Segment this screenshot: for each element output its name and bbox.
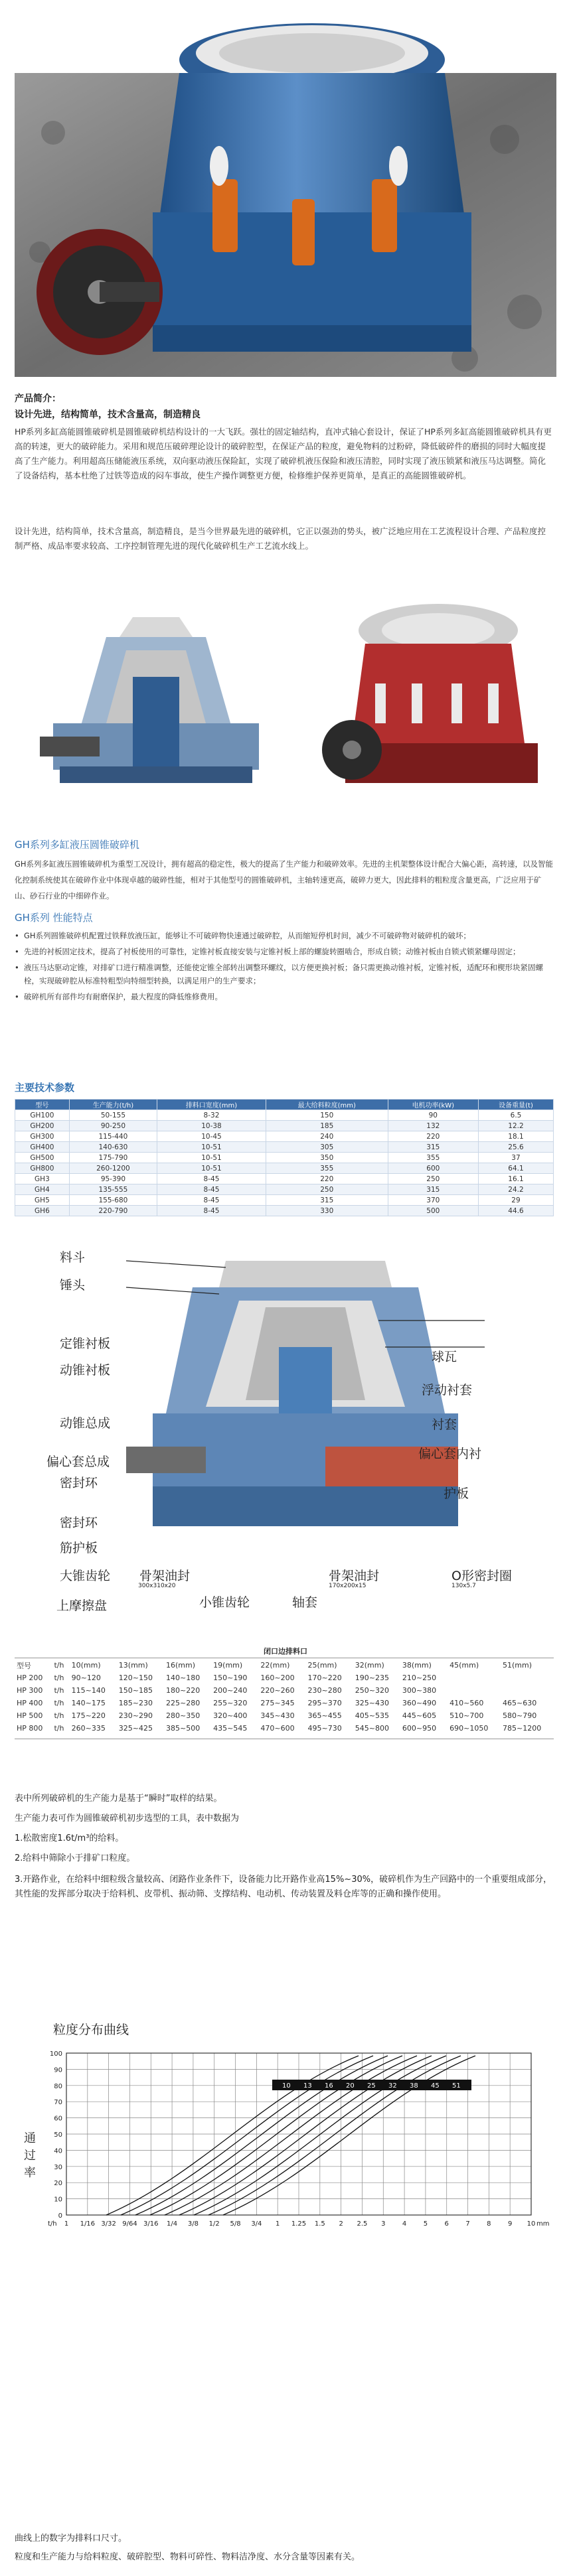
diagram-label: 动锥衬板 bbox=[60, 1363, 111, 1378]
closed-cell: 170~220 bbox=[307, 1674, 342, 1682]
closed-cell: 185~230 bbox=[118, 1699, 153, 1707]
closed-cell: 690~1050 bbox=[449, 1724, 489, 1733]
spec-cell: 260-1200 bbox=[69, 1163, 157, 1174]
curve-xtick: 3/32 bbox=[101, 2220, 116, 2228]
diagram-label: 锤头 bbox=[60, 1278, 86, 1293]
spec-cell: 250 bbox=[266, 1184, 388, 1195]
diagram-label: 偏心套内衬 bbox=[418, 1447, 482, 1461]
spec-cell: 90-250 bbox=[69, 1121, 157, 1131]
spec-cell: 90 bbox=[388, 1110, 478, 1121]
closed-cell: 325~430 bbox=[355, 1699, 389, 1707]
closed-cell: t/h bbox=[54, 1699, 64, 1707]
closed-cell: 410~560 bbox=[449, 1699, 484, 1707]
crusher-section-photo bbox=[33, 597, 279, 810]
diagram-label: O形密封圈 bbox=[451, 1569, 512, 1583]
spec-cell: 315 bbox=[266, 1195, 388, 1206]
spec-cell: 132 bbox=[388, 1121, 478, 1131]
spec-header-cell: 电机功率(kW) bbox=[388, 1100, 478, 1110]
diagram-note-3: 130x5.7 bbox=[451, 1583, 476, 1589]
gh-features-list bbox=[15, 929, 554, 1006]
closed-cell: HP 500 bbox=[17, 1711, 43, 1720]
spec-cell: 115-440 bbox=[69, 1131, 157, 1142]
closed-header-cell: 13(mm) bbox=[118, 1661, 148, 1670]
gh-feature-item: • GH系列圆锥破碎机配置过铁释放液压缸，能够让不可破碎物快速通过破碎腔，从而缩短停机时间，减少不可破碎物对破碎机的破坏； bbox=[15, 929, 554, 942]
spec-cell: 8-45 bbox=[157, 1174, 266, 1184]
curve-xtick: 1 bbox=[64, 2220, 69, 2228]
spec-row bbox=[15, 1206, 554, 1216]
spec-cell: 50-155 bbox=[69, 1110, 157, 1121]
spec-cell: 44.6 bbox=[478, 1206, 553, 1216]
intro-paragraph-1: HP系列多缸高能圆锥破碎机是圆锥破碎机结构设计的一大飞跃。强壮的固定轴结构，直冲式轴心套设计，保证了HP系列多缸高能圆锥破碎机具有更高的转速，更大的破碎能力。采用和规范压破碎理论设计的破碎腔型，在保证产品的粒度，避免物料的过粉碎，降低破碎件的磨损的同时大幅度提高了生产能力。利用超高压储能液压系统，双向驱动液压保险缸，实现了破碎机液压保险和液压清腔，同时实现了液压锁紧和液压马达调整。简化了设备结构，基本杜绝了过铁等造成的闷车事故，使生产操作调整更方便，检修维护保养更简单，是真正的高能圆锥破碎机。 bbox=[15, 427, 552, 480]
closed-cell: 140~175 bbox=[71, 1699, 106, 1707]
closed-cell: t/h bbox=[54, 1711, 64, 1720]
closed-cell bbox=[501, 1684, 554, 1697]
curve-ytick: 40 bbox=[54, 2147, 62, 2155]
curve-ytick: 0 bbox=[58, 2212, 62, 2220]
spec-cell: 16.1 bbox=[478, 1174, 553, 1184]
spec-cell: 330 bbox=[266, 1206, 388, 1216]
closed-cell: 385~500 bbox=[165, 1724, 201, 1733]
curve-xtick: 1.25 bbox=[291, 2220, 307, 2228]
curve-band-label: 10 bbox=[282, 2082, 291, 2090]
diagram-label: 骨架油封 bbox=[329, 1569, 380, 1583]
closed-cell: 345~430 bbox=[260, 1711, 295, 1720]
closed-cell: 300~380 bbox=[402, 1686, 437, 1695]
curve-ytick: 60 bbox=[54, 2115, 62, 2123]
closed-cell: 160~200 bbox=[260, 1674, 295, 1682]
closed-cell: 495~730 bbox=[307, 1724, 342, 1733]
diagram-label: 大锥齿轮 bbox=[60, 1569, 111, 1583]
curve-xtick: 1/4 bbox=[167, 2220, 178, 2228]
closed-header-cell: t/h bbox=[54, 1661, 64, 1670]
diagram-label: 定锥衬板 bbox=[60, 1336, 111, 1351]
curve-xtick: 10 bbox=[527, 2220, 536, 2228]
gh-feature-item: • 先进的衬板固定技术，提高了衬板使用的可靠性，定锥衬板直接安装与定锥衬板上部的螺旋转圈啮合，形成自锁；动锥衬板由自锁式锁紧螺母固定； bbox=[15, 945, 554, 958]
note-line: 表中所列破碎机的生产能力是基于“瞬时”取样的结果。 bbox=[15, 1794, 222, 1804]
closed-row bbox=[15, 1722, 554, 1735]
closed-cell: 435~545 bbox=[213, 1724, 248, 1733]
closed-cell: 150~190 bbox=[213, 1674, 248, 1682]
closed-cell: 120~150 bbox=[118, 1674, 153, 1682]
gh-paragraph: GH系列多缸液压圆锥破碎机为重型工况设计，拥有超高的稳定性，极大的提高了生产能力和破碎效率。先进的主机架整体设计配合大偏心距，高转速，以及智能化控制系统使其在破碎作业中体现卓越的破碎性能，相对于其他型号的圆锥破碎机，主轴转速更高，破碎力更大，因此排料的粗粒度含量更高，广泛应用于矿山、砂石行业的中细碎作业。 bbox=[15, 859, 554, 900]
spec-header-cell: 排料口宽度(mm) bbox=[157, 1100, 266, 1110]
closed-cell: 470~600 bbox=[260, 1724, 295, 1733]
note-line: 生产能力表可作为圆锥破碎机初步选型的工具，表中数据为 bbox=[15, 1814, 240, 1824]
curve-xtick: 1.5 bbox=[314, 2220, 325, 2228]
closed-cell: 150~185 bbox=[118, 1686, 153, 1695]
curve-ytick: 70 bbox=[54, 2099, 62, 2107]
curve-xtick: 7 bbox=[465, 2220, 470, 2228]
curve-xtick: 5 bbox=[423, 2220, 428, 2228]
spec-cell: 8-45 bbox=[157, 1206, 266, 1216]
closed-cell: 320~400 bbox=[213, 1711, 248, 1720]
closed-cell: 600~950 bbox=[402, 1724, 437, 1733]
spec-cell: GH800 bbox=[15, 1163, 70, 1174]
curve-xtick: 3/4 bbox=[251, 2220, 262, 2228]
curve-xtick: 3/16 bbox=[143, 2220, 159, 2228]
curve-xtick: 2.5 bbox=[357, 2220, 368, 2228]
spec-row bbox=[15, 1110, 554, 1121]
closed-cell: 510~700 bbox=[449, 1711, 484, 1720]
curve-ytick: 30 bbox=[54, 2163, 62, 2171]
curve-ytick: 80 bbox=[54, 2082, 62, 2090]
closed-cell: 365~455 bbox=[307, 1711, 342, 1720]
crusher-color-photo bbox=[312, 584, 551, 816]
diagram-label: 筋护板 bbox=[60, 1541, 98, 1555]
spec-cell: 355 bbox=[266, 1163, 388, 1174]
closed-cell: 405~535 bbox=[355, 1711, 389, 1720]
closed-cell: 275~345 bbox=[260, 1699, 295, 1707]
spec-cell: 185 bbox=[266, 1121, 388, 1131]
closed-cell: 230~280 bbox=[307, 1686, 342, 1695]
spec-cell: GH300 bbox=[15, 1131, 70, 1142]
closed-cell: 225~280 bbox=[165, 1699, 201, 1707]
closed-side-title: 闭口边排料口 bbox=[264, 1647, 307, 1656]
gh-feature-item: • 破碎机所有部件均有耐磨保护，最大程度的降低维修费用。 bbox=[15, 990, 554, 1003]
spec-cell: 175-790 bbox=[69, 1153, 157, 1163]
closed-cell: 175~220 bbox=[71, 1711, 106, 1720]
spec-cell: 600 bbox=[388, 1163, 478, 1174]
spec-cell: GH4 bbox=[15, 1184, 70, 1195]
spec-cell: 8-32 bbox=[157, 1110, 266, 1121]
closed-cell: 260~335 bbox=[71, 1724, 106, 1733]
spec-cell: 10-51 bbox=[157, 1153, 266, 1163]
spec-cell: 95-390 bbox=[69, 1174, 157, 1184]
intro-heading: 产品简介： bbox=[15, 394, 61, 404]
closed-cell: HP 200 bbox=[17, 1674, 43, 1682]
closed-row bbox=[15, 1672, 554, 1684]
diagram-label: 动锥总成 bbox=[60, 1416, 111, 1431]
curve-title: 粒度分布曲线 bbox=[53, 2023, 129, 2037]
curve-ytick: 50 bbox=[54, 2131, 62, 2139]
spec-cell: 220 bbox=[388, 1131, 478, 1142]
closed-cell: t/h bbox=[54, 1686, 64, 1695]
spec-cell: 18.1 bbox=[478, 1131, 553, 1142]
curve-band-label: 45 bbox=[431, 2082, 440, 2090]
curve-xtick: 3 bbox=[381, 2220, 386, 2228]
curve-xtick: 1 bbox=[275, 2220, 280, 2228]
footer-line-2: 粒度和生产能力与给料粒度、破碎腔型、物料可碎性、物料洁净度、水分含量等因素有关。 bbox=[15, 2552, 361, 2562]
curve-band-label: 16 bbox=[325, 2082, 333, 2090]
spec-cell: 315 bbox=[388, 1142, 478, 1153]
closed-cell: 545~800 bbox=[355, 1724, 389, 1733]
spec-cell: GH100 bbox=[15, 1110, 70, 1121]
gh-features-title: GH系列 性能特点 bbox=[15, 912, 93, 924]
closed-header-cell: 25(mm) bbox=[307, 1661, 337, 1670]
spec-header-cell: 型号 bbox=[15, 1100, 70, 1110]
closed-side-table bbox=[15, 1659, 554, 1735]
closed-cell: 140~180 bbox=[165, 1674, 201, 1682]
spec-cell: 370 bbox=[388, 1195, 478, 1206]
spec-cell: 305 bbox=[266, 1142, 388, 1153]
spec-row bbox=[15, 1174, 554, 1184]
closed-cell: 325~425 bbox=[118, 1724, 153, 1733]
curve-ytick: 100 bbox=[49, 2050, 62, 2058]
curve-xtick: 9 bbox=[507, 2220, 513, 2228]
spec-row bbox=[15, 1131, 554, 1142]
spec-cell: 150 bbox=[266, 1110, 388, 1121]
diagram-label: 骨架油封 bbox=[139, 1569, 191, 1583]
curve-ytick: 90 bbox=[54, 2066, 62, 2074]
spec-cell: 10-45 bbox=[157, 1131, 266, 1142]
closed-cell: HP 800 bbox=[17, 1724, 43, 1733]
spec-cell: GH400 bbox=[15, 1142, 70, 1153]
closed-row bbox=[15, 1697, 554, 1709]
diagram-label: 护板 bbox=[444, 1486, 469, 1501]
spec-cell: 64.1 bbox=[478, 1163, 553, 1174]
spec-cell: 37 bbox=[478, 1153, 553, 1163]
grading-curve-chart bbox=[27, 2044, 558, 2243]
spec-cell: 350 bbox=[266, 1153, 388, 1163]
diagram-label: 轴套 bbox=[292, 1595, 318, 1610]
spec-cell: 155-680 bbox=[69, 1195, 157, 1206]
closed-cell: 785~1200 bbox=[503, 1724, 542, 1733]
curve-band-label: 25 bbox=[367, 2082, 376, 2090]
diagram-note-2: 170x200x15 bbox=[329, 1583, 367, 1589]
diagram-note-1: 300x310x20 bbox=[138, 1583, 176, 1589]
curve-band-label: 51 bbox=[452, 2082, 461, 2090]
closed-header-cell: 型号 bbox=[17, 1661, 31, 1670]
closed-cell bbox=[448, 1672, 501, 1684]
curve-xtick: 4 bbox=[402, 2220, 407, 2228]
spec-table bbox=[15, 1099, 554, 1216]
closed-cell: t/h bbox=[54, 1724, 64, 1733]
spec-cell: 29 bbox=[478, 1195, 553, 1206]
spec-cell: 8-45 bbox=[157, 1184, 266, 1195]
curve-xtick: 2 bbox=[339, 2220, 343, 2228]
diagram-label: 密封环 bbox=[60, 1516, 98, 1530]
closed-header-cell: 16(mm) bbox=[165, 1661, 195, 1670]
curve-xtick: 1/16 bbox=[80, 2220, 96, 2228]
closed-cell: 190~235 bbox=[355, 1674, 389, 1682]
curve-ytick: 10 bbox=[54, 2196, 62, 2204]
closed-cell bbox=[501, 1672, 554, 1684]
spec-cell: 12.2 bbox=[478, 1121, 553, 1131]
diagram-label: 小锥齿轮 bbox=[199, 1595, 250, 1610]
spec-cell: 10-51 bbox=[157, 1163, 266, 1174]
spec-cell: 500 bbox=[388, 1206, 478, 1216]
spec-row bbox=[15, 1184, 554, 1195]
curve-xlabel: t/h bbox=[48, 2220, 57, 2228]
closed-header-cell: 22(mm) bbox=[260, 1661, 290, 1670]
curve-ytick: 20 bbox=[54, 2180, 62, 2188]
spec-row bbox=[15, 1195, 554, 1206]
spec-cell: GH3 bbox=[15, 1174, 70, 1184]
spec-row bbox=[15, 1163, 554, 1174]
spec-cell: 315 bbox=[388, 1184, 478, 1195]
closed-row bbox=[15, 1709, 554, 1722]
closed-header-cell: 51(mm) bbox=[503, 1661, 532, 1670]
note-line: 2.给料中筛除小于排矿口粒度。 bbox=[15, 1853, 135, 1863]
closed-cell: 210~250 bbox=[402, 1674, 437, 1682]
closed-cell: 230~290 bbox=[118, 1711, 153, 1720]
curve-band-label: 32 bbox=[388, 2082, 397, 2090]
spec-cell: 220-790 bbox=[69, 1206, 157, 1216]
closed-cell: 180~220 bbox=[165, 1686, 201, 1695]
spec-cell: 355 bbox=[388, 1153, 478, 1163]
closed-cell: 445~605 bbox=[402, 1711, 437, 1720]
footer-line-1: 曲线上的数字为排料口尺寸。 bbox=[15, 2534, 127, 2543]
spec-cell: 240 bbox=[266, 1131, 388, 1142]
diagram-label: 衬套 bbox=[432, 1417, 457, 1432]
intro-tagline: 设计先进，结构简单，技术含量高，制造精良 bbox=[15, 409, 201, 420]
spec-cell: GH500 bbox=[15, 1153, 70, 1163]
curve-band-label: 38 bbox=[410, 2082, 418, 2090]
spec-header-cell: 设备重量(t) bbox=[478, 1100, 553, 1110]
curve-ylabel: 通过率 bbox=[24, 2131, 36, 2180]
gh-title: GH系列多缸液压圆锥破碎机 bbox=[15, 839, 139, 851]
closed-cell: 90~120 bbox=[71, 1674, 101, 1682]
spec-cell: 10-38 bbox=[157, 1121, 266, 1131]
closed-cell: 115~140 bbox=[71, 1686, 106, 1695]
gh-feature-item: • 液压马达驱动定锥，对排矿口进行精准调整，还能使定锥全部转出调整环螺纹，以方便更换衬板；备只需更换动锥衬板，定锥衬板，适配环和楔形块紧固螺栓，实现破碎腔从标准特粗型向特细型转换，以满足用户的生产要求； bbox=[15, 961, 554, 987]
diagram-label: 球瓦 bbox=[432, 1350, 457, 1364]
cutaway-diagram bbox=[126, 1248, 485, 1559]
spec-cell: 10-51 bbox=[157, 1142, 266, 1153]
closed-cell bbox=[448, 1684, 501, 1697]
curve-xtick: 5/8 bbox=[230, 2220, 241, 2228]
closed-header-cell: 32(mm) bbox=[355, 1661, 384, 1670]
curve-xtick: 6 bbox=[444, 2220, 449, 2228]
closed-cell: 295~370 bbox=[307, 1699, 342, 1707]
spec-header-cell: 最大给料粒度(mm) bbox=[266, 1100, 388, 1110]
diagram-label: 料斗 bbox=[60, 1250, 86, 1265]
curve-band-label: 20 bbox=[346, 2082, 355, 2090]
closed-cell: 255~320 bbox=[213, 1699, 248, 1707]
hero-photo bbox=[0, 0, 571, 377]
curve-xtick: 9/64 bbox=[122, 2220, 137, 2228]
curve-xtick: 1/2 bbox=[208, 2220, 220, 2228]
closed-cell: 360~490 bbox=[402, 1699, 437, 1707]
note-line: 1.松散密度1.6t/m³的给料。 bbox=[15, 1833, 124, 1843]
diagram-label: 密封环 bbox=[60, 1476, 98, 1490]
closed-header-cell: 19(mm) bbox=[213, 1661, 243, 1670]
spec-cell: 24.2 bbox=[478, 1184, 553, 1195]
closed-cell: 220~260 bbox=[260, 1686, 295, 1695]
spec-header-cell: 生产能力(t/h) bbox=[69, 1100, 157, 1110]
spec-cell: 8-45 bbox=[157, 1195, 266, 1206]
spec-cell: 220 bbox=[266, 1174, 388, 1184]
curve-band-label: 13 bbox=[303, 2082, 312, 2090]
spec-cell: 135-555 bbox=[69, 1184, 157, 1195]
curve-xtick: 8 bbox=[487, 2220, 491, 2228]
closed-header-cell: 38(mm) bbox=[402, 1661, 432, 1670]
diagram-label: 偏心套总成 bbox=[46, 1455, 110, 1469]
closed-cell: 465~630 bbox=[503, 1699, 537, 1707]
closed-cell: HP 400 bbox=[17, 1699, 43, 1707]
spec-cell: 250 bbox=[388, 1174, 478, 1184]
curve-xtick: 3/8 bbox=[187, 2220, 199, 2228]
spec-cell: 25.6 bbox=[478, 1142, 553, 1153]
closed-header-cell: 45(mm) bbox=[449, 1661, 479, 1670]
spec-cell: GH6 bbox=[15, 1206, 70, 1216]
closed-header-cell: 10(mm) bbox=[71, 1661, 101, 1670]
closed-cell: HP 300 bbox=[17, 1686, 43, 1695]
spec-row bbox=[15, 1153, 554, 1163]
spec-cell: GH200 bbox=[15, 1121, 70, 1131]
spec-cell: 140-630 bbox=[69, 1142, 157, 1153]
closed-cell: 250~320 bbox=[355, 1686, 389, 1695]
diagram-label: 浮动衬套 bbox=[422, 1383, 473, 1397]
spec-title: 主要技术参数 bbox=[15, 1082, 75, 1094]
closed-cell: 200~240 bbox=[213, 1686, 248, 1695]
closed-cell: t/h bbox=[54, 1674, 64, 1682]
closed-cell: 280~350 bbox=[165, 1711, 201, 1720]
intro-paragraph-2: 设计先进，结构简单，技术含量高，制造精良，是当今世界最先进的破碎机，它正以强劲的势头，被广泛地应用在工艺流程设计合理、产品粒度控制严格、成品率要求较高、工序控制管理先进的现代化破碎机生产工艺流水线上。 bbox=[15, 526, 546, 551]
note-line: 3.开路作业，在给料中细粒级含量较高、闭路作业条件下，设备能力比开路作业高15%~30%，破碎机作为生产回路中的一个重要组成部分，其性能的发挥部分取决于给料机、皮带机、振动筛、支撑结构、电动机、传动装置及料仓库等的正确和操作使用。 bbox=[15, 1875, 552, 1899]
spec-cell: GH5 bbox=[15, 1195, 70, 1206]
spec-row bbox=[15, 1142, 554, 1153]
diagram-label: 上摩擦盘 bbox=[56, 1599, 108, 1613]
spec-row bbox=[15, 1121, 554, 1131]
closed-row bbox=[15, 1684, 554, 1697]
closed-cell: 580~790 bbox=[503, 1711, 537, 1720]
spec-cell: 6.5 bbox=[478, 1110, 553, 1121]
curve-xunit: mm bbox=[536, 2220, 550, 2228]
